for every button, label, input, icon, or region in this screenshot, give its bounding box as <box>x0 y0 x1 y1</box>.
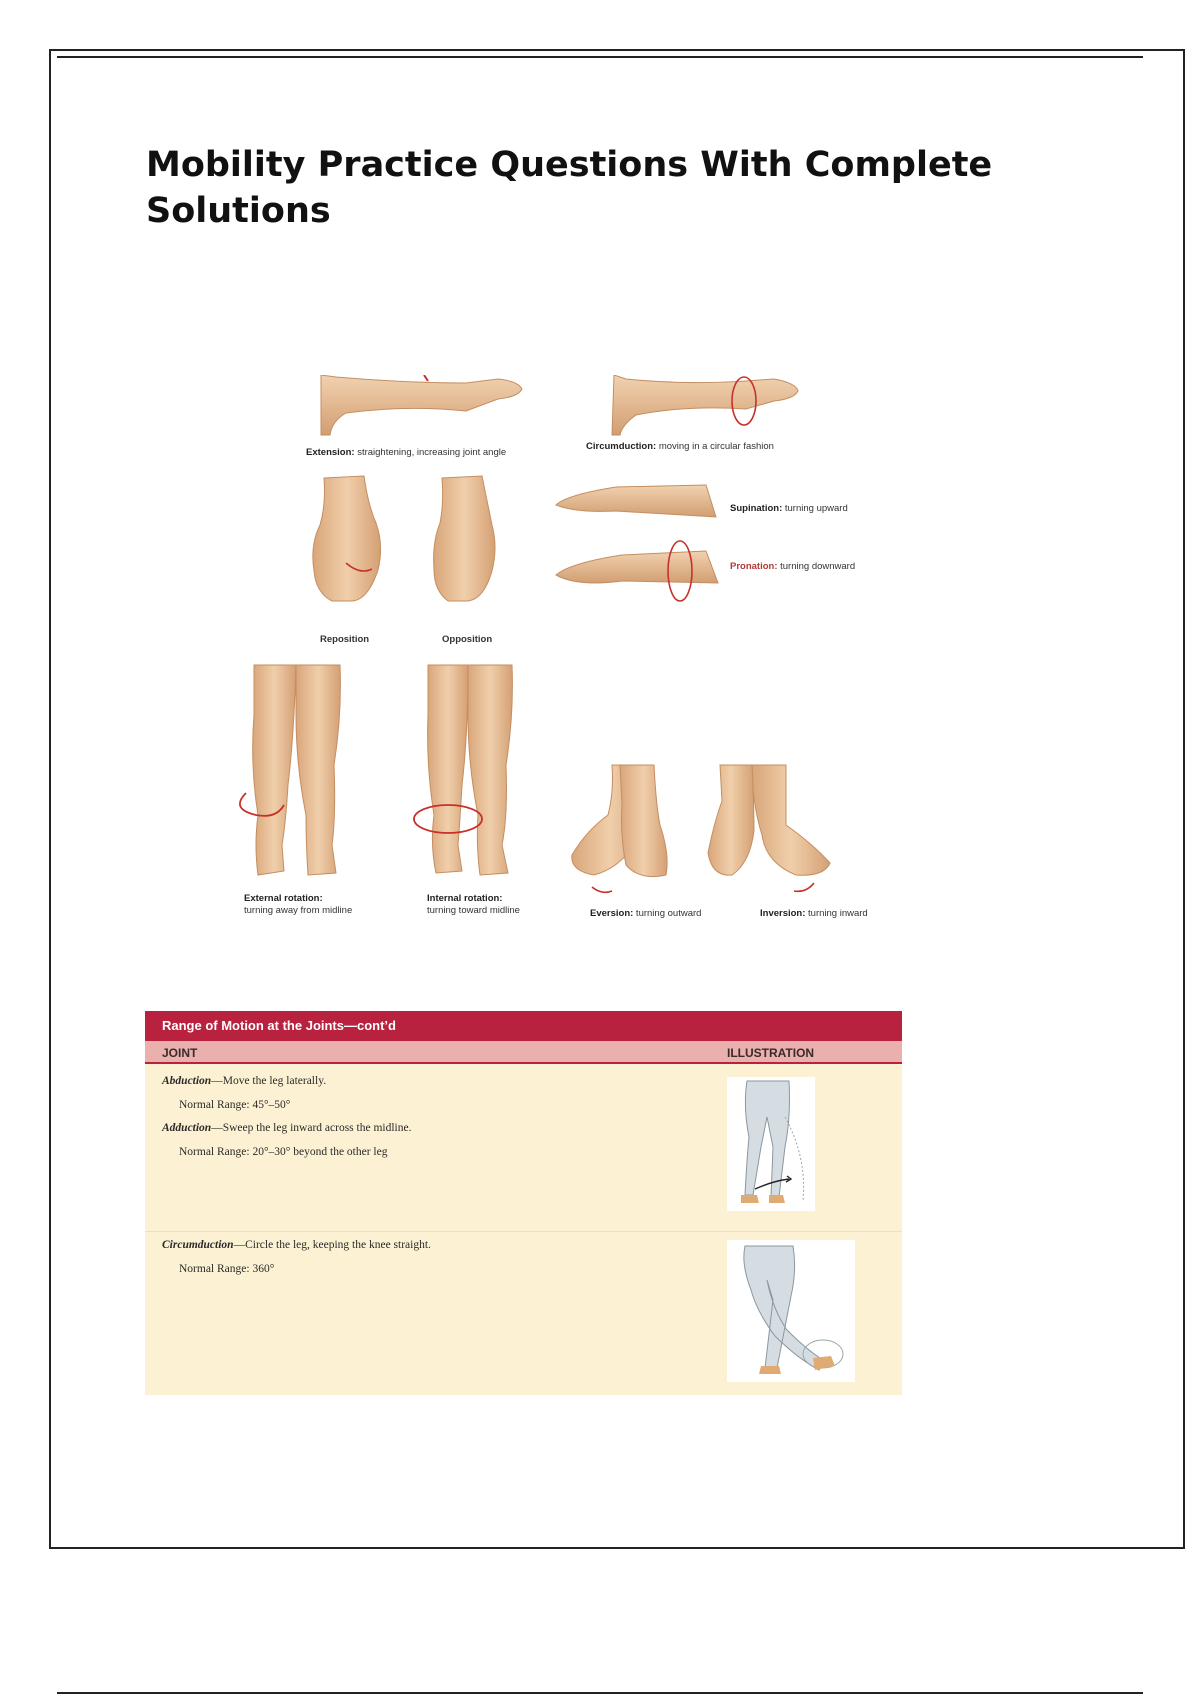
adduction-normal-range: Normal Range: 20°–30° beyond the other leg <box>179 1146 388 1158</box>
caption-extension: Extension: straightening, increasing joint angle <box>306 447 507 458</box>
adduction-line: Adduction—Sweep the leg inward across the midline. <box>162 1122 412 1134</box>
caption-pronation: Pronation: turning downward <box>730 561 856 572</box>
caption-opposition: Opposition <box>442 634 493 645</box>
abduction-normal-range: Normal Range: 45°–50° <box>179 1099 291 1111</box>
caption-internal-rotation: Internal rotation: turning toward midline <box>427 893 520 916</box>
extension-arm-drawing <box>321 375 522 435</box>
abduction-illustration <box>727 1077 815 1211</box>
circumduction-leg-drawing <box>727 1240 855 1382</box>
reposition-hand-drawing <box>313 476 381 601</box>
bottom-rule <box>57 1692 1143 1694</box>
caption-supination: Supination: turning upward <box>730 503 848 514</box>
opposition-hand-drawing <box>434 476 495 601</box>
document-title: Mobility Practice Questions With Complete Solutions <box>146 145 993 231</box>
table-header-bar <box>145 1011 902 1041</box>
caption-reposition: Reposition <box>320 634 370 645</box>
caption-inversion: Inversion: turning inward <box>760 908 868 919</box>
top-rule <box>57 56 1143 58</box>
external-rotation-legs-drawing <box>240 665 340 875</box>
inversion-feet-drawing <box>708 765 830 891</box>
circumduction-line: Circumduction—Circle the leg, keeping the knee straight. <box>162 1239 431 1251</box>
caption-external-rotation: External rotation: turning away from midline <box>244 893 353 916</box>
table-row-divider <box>145 1231 902 1232</box>
circumduction-illustration <box>727 1240 855 1382</box>
table-column-headers <box>145 1041 902 1064</box>
caption-circumduction: Circumduction: moving in a circular fashion <box>586 441 774 452</box>
pronation-forearm-drawing <box>556 541 718 601</box>
range-of-motion-table <box>145 1011 902 1395</box>
caption-eversion: Eversion: turning outward <box>590 908 702 919</box>
table-title: Range of Motion at the Joints—cont’d <box>162 1018 396 1033</box>
circumduction-arm-drawing <box>612 375 798 435</box>
circumduction-normal-range: Normal Range: 360° <box>179 1263 275 1275</box>
supination-forearm-drawing <box>556 485 716 517</box>
abduction-leg-drawing <box>727 1077 815 1211</box>
movements-figure <box>146 375 902 930</box>
internal-rotation-legs-drawing <box>414 665 512 875</box>
column-header-illustration: ILLUSTRATION <box>727 1046 815 1060</box>
column-header-joint: JOINT <box>162 1046 198 1060</box>
movements-illustration <box>146 375 902 930</box>
abduction-line: Abduction—Move the leg laterally. <box>162 1075 327 1087</box>
eversion-feet-drawing <box>572 765 667 892</box>
